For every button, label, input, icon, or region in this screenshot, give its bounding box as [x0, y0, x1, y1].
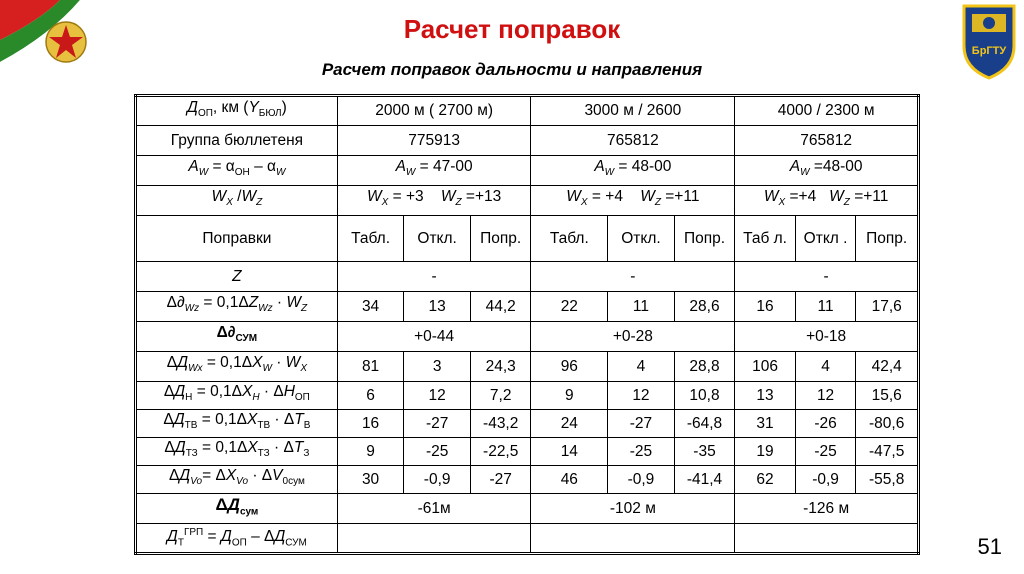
cell-dtv: -27 — [608, 410, 675, 438]
table-row — [136, 352, 919, 382]
cell-dtz: 19 — [735, 438, 796, 466]
subheader-otkl-3: Откл . — [795, 216, 856, 262]
cell-dwz: 28,6 — [674, 292, 735, 322]
row-label-group: Группа бюллетеня — [136, 126, 338, 156]
cell-dwx: 106 — [735, 352, 796, 382]
row-label-dh: $\Delta Д_Н = 0,1\Delta X_H \cdot \Delta H_{ОП}$ — [136, 382, 338, 410]
cell-dtgrp-1 — [337, 524, 531, 554]
cell-dwx: 4 — [608, 352, 675, 382]
row-label-dsum: $\Delta\partial_{СУМ}$ — [136, 322, 338, 352]
row-label-dtv: $\Delta Д_{ТВ} = 0,1\Delta X_{ТВ} \cdot \Delta Т_В$ — [136, 410, 338, 438]
cell-dvo: 62 — [735, 466, 796, 494]
table-row — [136, 126, 919, 156]
cell-z-3: - — [735, 262, 919, 292]
cell-dvo: -27 — [470, 466, 531, 494]
cell-dtv: -43,2 — [470, 410, 531, 438]
page-number: 51 — [977, 534, 1002, 559]
table-row — [136, 494, 919, 524]
cell-dvo: -41,4 — [674, 466, 735, 494]
cell-group-2: 765812 — [531, 126, 735, 156]
subheader-tabl-1: Табл. — [337, 216, 404, 262]
cell-dop-2: 3000 м / 2600 — [531, 96, 735, 126]
cell-dh: 6 — [337, 382, 404, 410]
cell-dop-1: 2000 м ( 2700 м) — [337, 96, 531, 126]
cell-dtv: -64,8 — [674, 410, 735, 438]
row-label-dwz: $\Delta\partial_{Wz} = 0,1\Delta Z_{Wz} \cdot W_Z$ — [136, 292, 338, 322]
cell-dtz: 9 — [337, 438, 404, 466]
cell-z-1: - — [337, 262, 531, 292]
cell-dwx: 96 — [531, 352, 608, 382]
cell-dvo: -55,8 — [856, 466, 919, 494]
cell-dtv: -80,6 — [856, 410, 919, 438]
subheader-popr-1: Попр. — [470, 216, 531, 262]
cell-dwz: 22 — [531, 292, 608, 322]
row-label-dsum-range: $\Delta Д_{сум}$ — [136, 494, 338, 524]
cell-dh: 13 — [735, 382, 796, 410]
cell-dtv: 24 — [531, 410, 608, 438]
table-row — [136, 292, 919, 322]
subheader-popr-2: Попр. — [674, 216, 735, 262]
table-row — [136, 524, 919, 554]
cell-dtz: -22,5 — [470, 438, 531, 466]
table-row — [136, 410, 919, 438]
cell-dh: 10,8 — [674, 382, 735, 410]
row-label-z: Z — [136, 262, 338, 292]
cell-dwz: 17,6 — [856, 292, 919, 322]
row-label-aw: $A_W = \alpha_{ОН} - \alpha_W$ — [136, 156, 338, 186]
table-row — [136, 186, 919, 216]
cell-dtz: -25 — [404, 438, 471, 466]
cell-dtz: -25 — [795, 438, 856, 466]
cell-dtz: -35 — [674, 438, 735, 466]
table-row — [136, 216, 919, 262]
cell-aw-2: $A_W = 48-00$ — [531, 156, 735, 186]
cell-dh: 9 — [531, 382, 608, 410]
cell-dwz: 11 — [608, 292, 675, 322]
cell-dwz: 11 — [795, 292, 856, 322]
cell-dsum-range-1: -61м — [337, 494, 531, 524]
cell-dsum-3: +0-18 — [735, 322, 919, 352]
cell-wxwz-2: $W_X = +4$ $W_Z =+11$ — [531, 186, 735, 216]
row-label-dvo: $\Delta Д_{Vo}= \Delta X_{Vo} \cdot \Delta V_{0сум}$ — [136, 466, 338, 494]
cell-aw-3: $A_W =48-00$ — [735, 156, 919, 186]
row-label-wxwz: $W_X$ $/W_Z$ — [136, 186, 338, 216]
cell-dh: 12 — [404, 382, 471, 410]
cell-dwz: 13 — [404, 292, 471, 322]
table-row — [136, 438, 919, 466]
cell-dsum-range-3: -126 м — [735, 494, 919, 524]
cell-aw-1: $A_W = 47-00$ — [337, 156, 531, 186]
cell-dsum-range-2: -102 м — [531, 494, 735, 524]
row-label-popravki: Поправки — [136, 216, 338, 262]
cell-dh: 12 — [608, 382, 675, 410]
table-row — [136, 322, 919, 352]
cell-dvo: 30 — [337, 466, 404, 494]
cell-wxwz-1: $W_X = +3$ $W_Z =+13$ — [337, 186, 531, 216]
cell-dwx: 4 — [795, 352, 856, 382]
cell-dtz: 14 — [531, 438, 608, 466]
row-label-dop: $Д_{ОП}$, км $(Y_{БЮЛ})$ — [136, 96, 338, 126]
cell-dtgrp-3 — [735, 524, 919, 554]
subheader-popr-3: Попр. — [856, 216, 919, 262]
cell-dtv: -27 — [404, 410, 471, 438]
subheader-tabl-3: Таб л. — [735, 216, 796, 262]
table-row — [136, 96, 919, 126]
cell-dtv: 31 — [735, 410, 796, 438]
cell-dsum-1: +0-44 — [337, 322, 531, 352]
page-title: Расчет поправок — [403, 14, 621, 44]
cell-dwx: 3 — [404, 352, 471, 382]
cell-group-3: 765812 — [735, 126, 919, 156]
cell-dtv: 16 — [337, 410, 404, 438]
table-row — [136, 156, 919, 186]
table-row — [136, 262, 919, 292]
cell-dwx: 24,3 — [470, 352, 531, 382]
cell-z-2: - — [531, 262, 735, 292]
cell-dwz: 16 — [735, 292, 796, 322]
row-label-dtgrp: $Д_Т^{ГРП} = Д_{ОП} - \Delta Д_{СУМ}$ — [136, 524, 338, 554]
corrections-table — [134, 94, 920, 555]
row-label-dwx: $\Delta Д_{Wx} = 0,1\Delta X_W \cdot W_X$ — [136, 352, 338, 382]
cell-dwz: 44,2 — [470, 292, 531, 322]
cell-dsum-2: +0-28 — [531, 322, 735, 352]
cell-dh: 12 — [795, 382, 856, 410]
cell-dtv: -26 — [795, 410, 856, 438]
cell-group-1: 775913 — [337, 126, 531, 156]
subheader-tabl-2: Табл. — [531, 216, 608, 262]
subheader-otkl-1: Откл. — [404, 216, 471, 262]
cell-dvo: -0,9 — [608, 466, 675, 494]
cell-dop-3: 4000 / 2300 м — [735, 96, 919, 126]
cell-wxwz-3: $W_X =+4$ $W_Z =+11$ — [735, 186, 919, 216]
cell-dwx: 42,4 — [856, 352, 919, 382]
cell-dwx: 81 — [337, 352, 404, 382]
table-row — [136, 466, 919, 494]
page-subtitle: Расчет поправок дальности и направления — [321, 60, 703, 79]
cell-dtgrp-2 — [531, 524, 735, 554]
row-label-dtz: $\Delta Д_{ТЗ} = 0,1\Delta X_{ТЗ} \cdot \Delta Т_З$ — [136, 438, 338, 466]
svg-text:БрГТУ: БрГТУ — [971, 45, 1007, 57]
cell-dtz: -25 — [608, 438, 675, 466]
cell-dvo: -0,9 — [404, 466, 471, 494]
table-row — [136, 382, 919, 410]
cell-dwx: 28,8 — [674, 352, 735, 382]
cell-dwz: 34 — [337, 292, 404, 322]
cell-dvo: -0,9 — [795, 466, 856, 494]
cell-dtz: -47,5 — [856, 438, 919, 466]
cell-dh: 7,2 — [470, 382, 531, 410]
subheader-otkl-2: Откл. — [608, 216, 675, 262]
cell-dvo: 46 — [531, 466, 608, 494]
cell-dh: 15,6 — [856, 382, 919, 410]
